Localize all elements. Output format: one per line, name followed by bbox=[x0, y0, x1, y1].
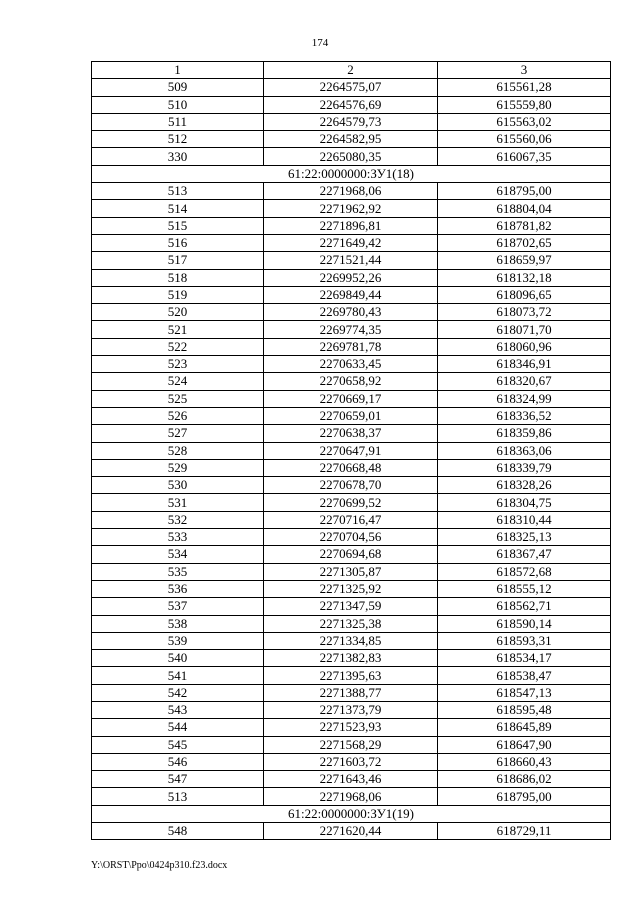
point-number-cell: 541 bbox=[92, 667, 264, 684]
x-coordinate-cell: 2271382,83 bbox=[264, 650, 438, 667]
x-coordinate-cell: 2270659,01 bbox=[264, 407, 438, 424]
x-coordinate-cell: 2271643,46 bbox=[264, 771, 438, 788]
y-coordinate-cell: 618071,70 bbox=[438, 321, 611, 338]
y-coordinate-cell: 618310,44 bbox=[438, 511, 611, 528]
point-number-cell: 520 bbox=[92, 304, 264, 321]
x-coordinate-cell: 2270716,47 bbox=[264, 511, 438, 528]
table-row bbox=[92, 477, 611, 494]
point-number-cell: 526 bbox=[92, 407, 264, 424]
y-coordinate-cell: 618328,26 bbox=[438, 477, 611, 494]
table-row bbox=[92, 148, 611, 165]
table-row bbox=[92, 823, 611, 840]
point-number-cell: 519 bbox=[92, 286, 264, 303]
table-row bbox=[92, 736, 611, 753]
table-row bbox=[92, 425, 611, 442]
x-coordinate-cell: 2271968,06 bbox=[264, 788, 438, 805]
point-number-cell: 530 bbox=[92, 477, 264, 494]
y-coordinate-cell: 618595,48 bbox=[438, 701, 611, 718]
y-coordinate-cell: 615559,80 bbox=[438, 96, 611, 113]
column-header-3: 3 bbox=[438, 62, 611, 79]
x-coordinate-cell: 2264582,95 bbox=[264, 131, 438, 148]
table-row bbox=[92, 494, 611, 511]
point-number-cell: 536 bbox=[92, 580, 264, 597]
x-coordinate-cell: 2271620,44 bbox=[264, 823, 438, 840]
x-coordinate-cell: 2271305,87 bbox=[264, 563, 438, 580]
coordinates-table bbox=[91, 61, 611, 840]
point-number-cell: 518 bbox=[92, 269, 264, 286]
table-row bbox=[92, 131, 611, 148]
table-row bbox=[92, 788, 611, 805]
table-row bbox=[92, 701, 611, 718]
x-coordinate-cell: 2269774,35 bbox=[264, 321, 438, 338]
x-coordinate-cell: 2271373,79 bbox=[264, 701, 438, 718]
y-coordinate-cell: 618339,79 bbox=[438, 459, 611, 476]
point-number-cell: 517 bbox=[92, 252, 264, 269]
table-row bbox=[92, 511, 611, 528]
x-coordinate-cell: 2264579,73 bbox=[264, 113, 438, 130]
y-coordinate-cell: 618795,00 bbox=[438, 788, 611, 805]
file-path-footer: Y:\ORST\Ppo\0424p310.f23.docx bbox=[91, 860, 228, 871]
point-number-cell: 514 bbox=[92, 200, 264, 217]
x-coordinate-cell: 2271568,29 bbox=[264, 736, 438, 753]
y-coordinate-cell: 618645,89 bbox=[438, 719, 611, 736]
point-number-cell: 543 bbox=[92, 701, 264, 718]
table-row bbox=[92, 529, 611, 546]
table-row bbox=[92, 390, 611, 407]
y-coordinate-cell: 618325,13 bbox=[438, 529, 611, 546]
y-coordinate-cell: 618060,96 bbox=[438, 338, 611, 355]
y-coordinate-cell: 618336,52 bbox=[438, 407, 611, 424]
x-coordinate-cell: 2264576,69 bbox=[264, 96, 438, 113]
point-number-cell: 522 bbox=[92, 338, 264, 355]
point-number-cell: 525 bbox=[92, 390, 264, 407]
table-row bbox=[92, 546, 611, 563]
y-coordinate-cell: 618729,11 bbox=[438, 823, 611, 840]
x-coordinate-cell: 2270633,45 bbox=[264, 356, 438, 373]
table-row bbox=[92, 113, 611, 130]
point-number-cell: 531 bbox=[92, 494, 264, 511]
y-coordinate-cell: 615560,06 bbox=[438, 131, 611, 148]
x-coordinate-cell: 2271603,72 bbox=[264, 753, 438, 770]
point-number-cell: 548 bbox=[92, 823, 264, 840]
table-body bbox=[92, 79, 611, 840]
y-coordinate-cell: 616067,35 bbox=[438, 148, 611, 165]
x-coordinate-cell: 2264575,07 bbox=[264, 79, 438, 96]
table-row bbox=[92, 373, 611, 390]
table-row bbox=[92, 269, 611, 286]
x-coordinate-cell: 2270678,70 bbox=[264, 477, 438, 494]
point-number-cell: 513 bbox=[92, 183, 264, 200]
table-row bbox=[92, 753, 611, 770]
y-coordinate-cell: 618346,91 bbox=[438, 356, 611, 373]
y-coordinate-cell: 618593,31 bbox=[438, 632, 611, 649]
table-row bbox=[92, 719, 611, 736]
table-row bbox=[92, 650, 611, 667]
point-number-cell: 515 bbox=[92, 217, 264, 234]
y-coordinate-cell: 618660,43 bbox=[438, 753, 611, 770]
table-row bbox=[92, 459, 611, 476]
table-row bbox=[92, 771, 611, 788]
y-coordinate-cell: 615561,28 bbox=[438, 79, 611, 96]
point-number-cell: 330 bbox=[92, 148, 264, 165]
y-coordinate-cell: 618562,71 bbox=[438, 598, 611, 615]
point-number-cell: 539 bbox=[92, 632, 264, 649]
x-coordinate-cell: 2271325,38 bbox=[264, 615, 438, 632]
table-row bbox=[92, 632, 611, 649]
point-number-cell: 546 bbox=[92, 753, 264, 770]
point-number-cell: 542 bbox=[92, 684, 264, 701]
section-label: 61:22:0000000:ЗУ1(19) bbox=[92, 805, 611, 822]
y-coordinate-cell: 618534,17 bbox=[438, 650, 611, 667]
x-coordinate-cell: 2270638,37 bbox=[264, 425, 438, 442]
x-coordinate-cell: 2271968,06 bbox=[264, 183, 438, 200]
y-coordinate-cell: 618572,68 bbox=[438, 563, 611, 580]
y-coordinate-cell: 618547,13 bbox=[438, 684, 611, 701]
point-number-cell: 529 bbox=[92, 459, 264, 476]
y-coordinate-cell: 618073,72 bbox=[438, 304, 611, 321]
x-coordinate-cell: 2271962,92 bbox=[264, 200, 438, 217]
x-coordinate-cell: 2271334,85 bbox=[264, 632, 438, 649]
table-row bbox=[92, 252, 611, 269]
x-coordinate-cell: 2270658,92 bbox=[264, 373, 438, 390]
y-coordinate-cell: 615563,02 bbox=[438, 113, 611, 130]
point-number-cell: 537 bbox=[92, 598, 264, 615]
x-coordinate-cell: 2271388,77 bbox=[264, 684, 438, 701]
table-row bbox=[92, 563, 611, 580]
table-row bbox=[92, 183, 611, 200]
table-row bbox=[92, 304, 611, 321]
point-number-cell: 523 bbox=[92, 356, 264, 373]
x-coordinate-cell: 2271325,92 bbox=[264, 580, 438, 597]
table-row bbox=[92, 684, 611, 701]
table-row bbox=[92, 234, 611, 251]
point-number-cell: 512 bbox=[92, 131, 264, 148]
point-number-cell: 521 bbox=[92, 321, 264, 338]
table-row bbox=[92, 615, 611, 632]
point-number-cell: 513 bbox=[92, 788, 264, 805]
table-row bbox=[92, 338, 611, 355]
x-coordinate-cell: 2269780,43 bbox=[264, 304, 438, 321]
point-number-cell: 524 bbox=[92, 373, 264, 390]
x-coordinate-cell: 2271649,42 bbox=[264, 234, 438, 251]
table-row bbox=[92, 286, 611, 303]
point-number-cell: 516 bbox=[92, 234, 264, 251]
y-coordinate-cell: 618702,65 bbox=[438, 234, 611, 251]
point-number-cell: 545 bbox=[92, 736, 264, 753]
x-coordinate-cell: 2271395,63 bbox=[264, 667, 438, 684]
y-coordinate-cell: 618686,02 bbox=[438, 771, 611, 788]
point-number-cell: 509 bbox=[92, 79, 264, 96]
y-coordinate-cell: 618804,04 bbox=[438, 200, 611, 217]
point-number-cell: 534 bbox=[92, 546, 264, 563]
y-coordinate-cell: 618590,14 bbox=[438, 615, 611, 632]
point-number-cell: 528 bbox=[92, 442, 264, 459]
table-row bbox=[92, 96, 611, 113]
point-number-cell: 535 bbox=[92, 563, 264, 580]
x-coordinate-cell: 2270647,91 bbox=[264, 442, 438, 459]
point-number-cell: 510 bbox=[92, 96, 264, 113]
table-row bbox=[92, 217, 611, 234]
table-row bbox=[92, 321, 611, 338]
point-number-cell: 533 bbox=[92, 529, 264, 546]
x-coordinate-cell: 2271521,44 bbox=[264, 252, 438, 269]
x-coordinate-cell: 2269952,26 bbox=[264, 269, 438, 286]
table-row bbox=[92, 356, 611, 373]
table-header-row bbox=[92, 62, 611, 79]
y-coordinate-cell: 618363,06 bbox=[438, 442, 611, 459]
table-row bbox=[92, 598, 611, 615]
point-number-cell: 511 bbox=[92, 113, 264, 130]
y-coordinate-cell: 618304,75 bbox=[438, 494, 611, 511]
y-coordinate-cell: 618647,90 bbox=[438, 736, 611, 753]
y-coordinate-cell: 618132,18 bbox=[438, 269, 611, 286]
x-coordinate-cell: 2269849,44 bbox=[264, 286, 438, 303]
table-row bbox=[92, 667, 611, 684]
table-row bbox=[92, 580, 611, 597]
point-number-cell: 540 bbox=[92, 650, 264, 667]
x-coordinate-cell: 2271523,93 bbox=[264, 719, 438, 736]
section-label: 61:22:0000000:ЗУ1(18) bbox=[92, 165, 611, 182]
x-coordinate-cell: 2265080,35 bbox=[264, 148, 438, 165]
point-number-cell: 538 bbox=[92, 615, 264, 632]
x-coordinate-cell: 2270669,17 bbox=[264, 390, 438, 407]
x-coordinate-cell: 2270699,52 bbox=[264, 494, 438, 511]
y-coordinate-cell: 618795,00 bbox=[438, 183, 611, 200]
x-coordinate-cell: 2271347,59 bbox=[264, 598, 438, 615]
x-coordinate-cell: 2270694,68 bbox=[264, 546, 438, 563]
y-coordinate-cell: 618359,86 bbox=[438, 425, 611, 442]
y-coordinate-cell: 618320,67 bbox=[438, 373, 611, 390]
point-number-cell: 547 bbox=[92, 771, 264, 788]
section-row bbox=[92, 805, 611, 822]
section-row bbox=[92, 165, 611, 182]
table-row bbox=[92, 200, 611, 217]
x-coordinate-cell: 2270668,48 bbox=[264, 459, 438, 476]
y-coordinate-cell: 618555,12 bbox=[438, 580, 611, 597]
x-coordinate-cell: 2269781,78 bbox=[264, 338, 438, 355]
y-coordinate-cell: 618659,97 bbox=[438, 252, 611, 269]
y-coordinate-cell: 618781,82 bbox=[438, 217, 611, 234]
table-row bbox=[92, 442, 611, 459]
column-header-2: 2 bbox=[264, 62, 438, 79]
point-number-cell: 532 bbox=[92, 511, 264, 528]
page-number: 174 bbox=[311, 37, 329, 49]
table-row bbox=[92, 407, 611, 424]
point-number-cell: 527 bbox=[92, 425, 264, 442]
table-row bbox=[92, 79, 611, 96]
point-number-cell: 544 bbox=[92, 719, 264, 736]
x-coordinate-cell: 2271896,81 bbox=[264, 217, 438, 234]
y-coordinate-cell: 618324,99 bbox=[438, 390, 611, 407]
x-coordinate-cell: 2270704,56 bbox=[264, 529, 438, 546]
column-header-1: 1 bbox=[92, 62, 264, 79]
y-coordinate-cell: 618096,65 bbox=[438, 286, 611, 303]
y-coordinate-cell: 618538,47 bbox=[438, 667, 611, 684]
y-coordinate-cell: 618367,47 bbox=[438, 546, 611, 563]
